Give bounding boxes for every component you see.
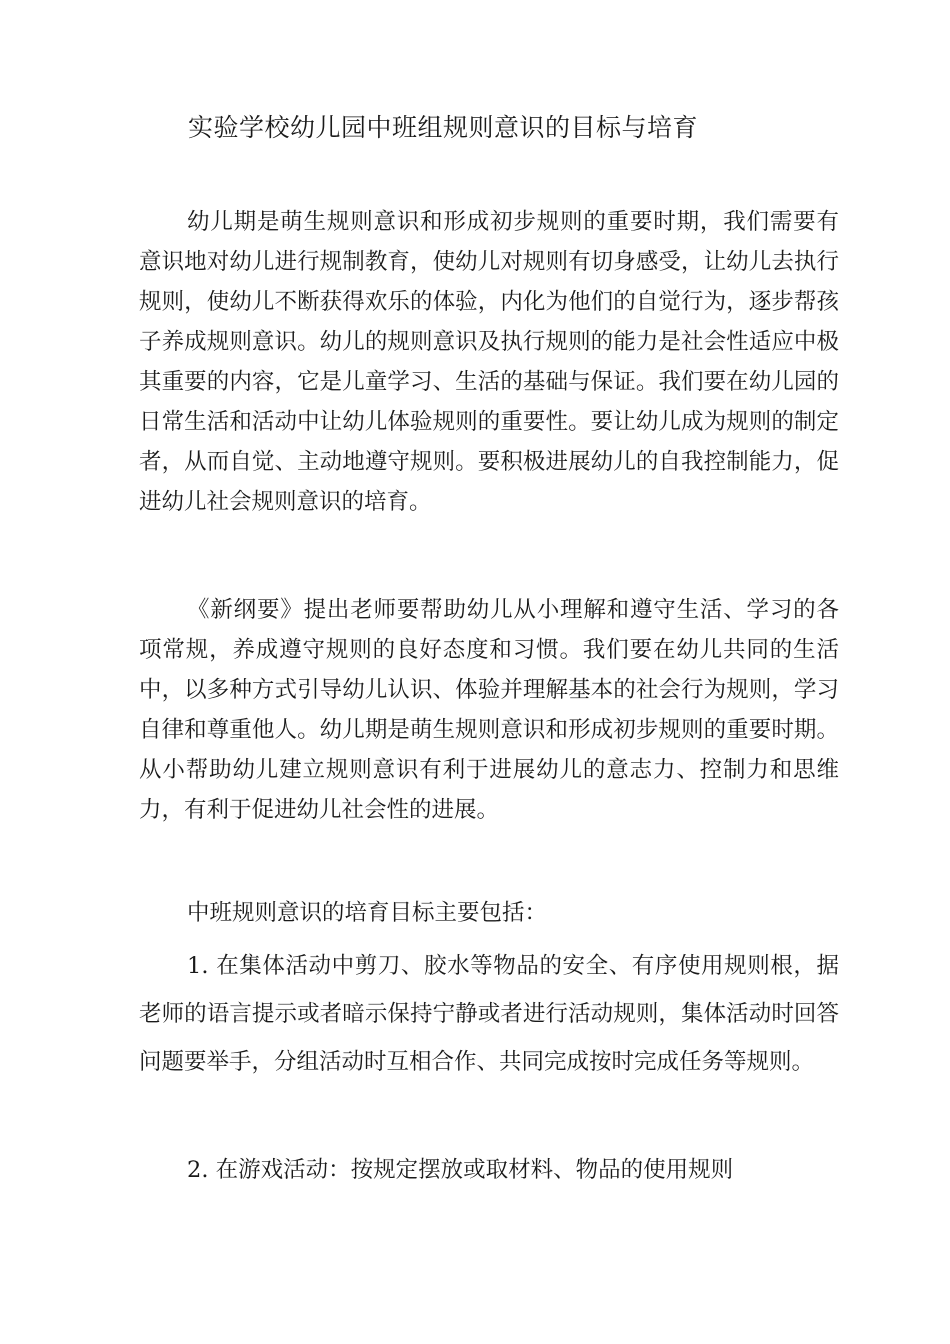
paragraph-3: 中班规则意识的培育目标主要包括： (187, 900, 548, 926)
paragraph-5: 2. 在游戏活动：按规定摆放或取材料、物品的使用规则 (187, 1157, 734, 1183)
paragraph-4: 1. 在集体活动中剪刀、胶水等物品的安全、有序使用规则根，据老师的语言提示或者暗示保持宁静或者进行活动规则，集体活动时回答问题要举手，分组活动时互相合作、共同完成按时完成任务等规则。 (139, 953, 839, 1075)
document-title: 实验学校幼儿园中班组规则意识的目标与培育 (188, 113, 699, 142)
paragraph-2: 《新纲要》提出老师要帮助幼儿从小理解和遵守生活、学习的各项常规，养成遵守规则的良好态度和习惯。我们要在幼儿共同的生活中，以多种方式引导幼儿认识、体验并理解基本的社会行为规则，学习自律和尊重他人。幼儿期是萌生规则意识和形成初步规则的重要时期。从小帮助幼儿建立规则意识有利于进展幼儿的意志力、控制力和思维力，有利于促进幼儿社会性的进展。 (139, 597, 839, 823)
paragraph-1: 幼儿期是萌生规则意识和形成初步规则的重要时期，我们需要有意识地对幼儿进行规制教育，使幼儿对规则有切身感受，让幼儿去执行规则，使幼儿不断获得欢乐的体验，内化为他们的自觉行为，逐步帮孩子养成规则意识。幼儿的规则意识及执行规则的能力是社会性适应中极其重要的内容，它是儿童学习、生活的基础与保证。我们要在幼儿园的日常生活和活动中让幼儿体验规则的重要性。要让幼儿成为规则的制定者，从而自觉、主动地遵守规则。要积极进展幼儿的自我控制能力，促进幼儿社会规则意识的培育。 (139, 209, 839, 515)
